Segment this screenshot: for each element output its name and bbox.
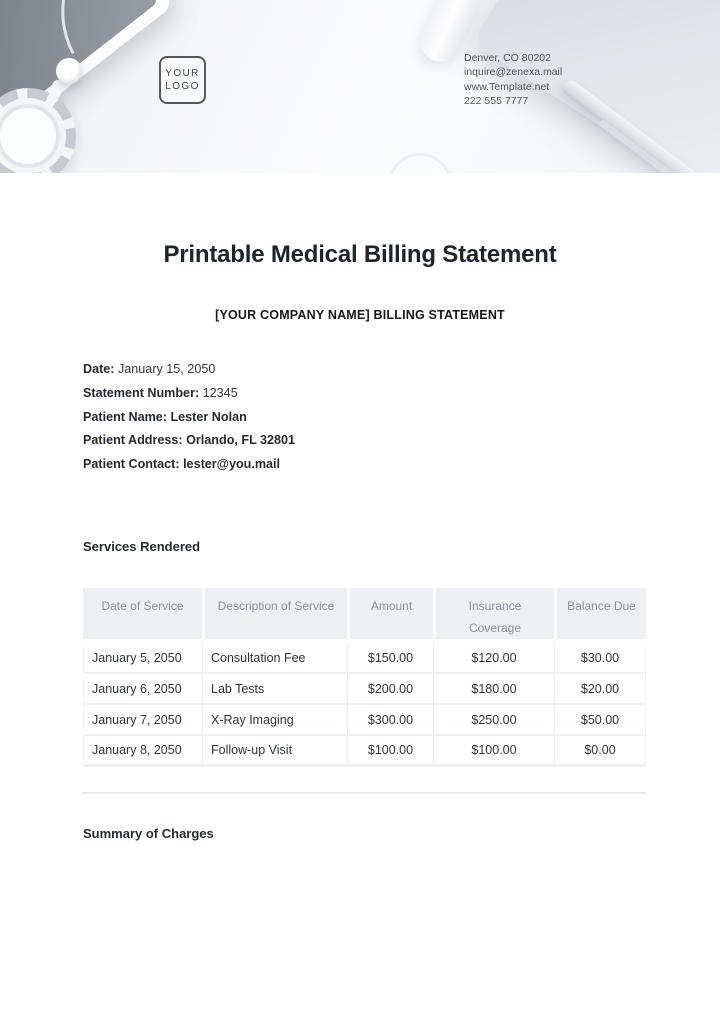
cell-insurance: $180.00 xyxy=(433,674,554,705)
cell-balance: $30.00 xyxy=(554,643,646,674)
cell-insurance: $250.00 xyxy=(433,705,554,736)
cell-description: Consultation Fee xyxy=(202,643,347,674)
patient-name-value: Lester Nolan xyxy=(170,409,247,424)
earbud-case-photo xyxy=(388,153,452,173)
patient-contact-label: Patient Contact: xyxy=(83,457,180,472)
patient-name-label: Patient Name: xyxy=(83,409,167,424)
company-email: inquire@zenexa.mail xyxy=(464,66,563,79)
patient-address-value: Orlando, FL 32801 xyxy=(186,433,296,448)
page-title: Printable Medical Billing Statement xyxy=(163,241,557,268)
company-website: www.Template.net xyxy=(464,80,550,93)
company-logo-placeholder xyxy=(159,56,206,104)
company-phone: 222 555 7777 xyxy=(464,95,529,108)
company-contact-block xyxy=(464,51,562,109)
statement-info-block xyxy=(83,358,295,477)
cell-description: Follow-up Visit xyxy=(202,736,347,767)
col-header-balance-due: Balance Due xyxy=(554,588,646,643)
patient-contact-value: lester@you.mail xyxy=(183,457,281,472)
statement-number-value: 12345 xyxy=(202,385,238,400)
cell-amount: $150.00 xyxy=(347,643,433,674)
cell-date: January 5, 2050 xyxy=(83,643,202,674)
date-label: Date: xyxy=(83,362,115,376)
cell-date: January 8, 2050 xyxy=(83,736,202,767)
table-row xyxy=(83,705,646,736)
cell-balance: $0.00 xyxy=(554,736,646,767)
page-subtitle: [YOUR COMPANY NAME] BILLING STATEMENT xyxy=(215,308,505,322)
statement-date-line xyxy=(83,358,295,382)
cell-amount: $300.00 xyxy=(347,705,433,736)
table-row xyxy=(83,643,646,674)
services-table-container xyxy=(83,588,646,767)
table-row xyxy=(83,674,646,705)
col-header-insurance-coverage: Insurance Coverage xyxy=(433,588,554,643)
statement-number-line xyxy=(83,382,295,406)
col-header-amount: Amount xyxy=(347,588,433,643)
cell-insurance: $120.00 xyxy=(433,643,554,674)
services-table-header-row xyxy=(83,588,646,643)
services-table xyxy=(83,588,646,767)
watch-photo xyxy=(0,88,76,173)
statement-number-label: Statement Number: xyxy=(83,385,200,400)
cell-description: Lab Tests xyxy=(202,674,347,705)
cell-balance: $20.00 xyxy=(554,674,646,705)
hero-photo-banner xyxy=(0,0,720,173)
services-rendered-heading: Services Rendered xyxy=(83,539,201,554)
cell-description: X-Ray Imaging xyxy=(202,705,347,736)
cell-date: January 7, 2050 xyxy=(83,705,202,736)
col-header-description: Description of Service xyxy=(202,588,347,643)
table-row xyxy=(83,736,646,767)
logo-line-1: YOUR xyxy=(165,67,200,79)
patient-address-label: Patient Address: xyxy=(83,433,183,448)
summary-of-charges-heading: Summary of Charges xyxy=(83,826,214,841)
cell-insurance: $100.00 xyxy=(433,736,554,767)
section-divider xyxy=(82,792,646,794)
patient-name-line xyxy=(83,406,295,430)
earbud-photo xyxy=(56,58,82,84)
col-header-date-of-service: Date of Service xyxy=(83,588,202,643)
company-address: Denver, CO 80202 xyxy=(464,52,551,64)
cell-amount: $200.00 xyxy=(347,674,433,705)
cell-balance: $50.00 xyxy=(554,705,646,736)
logo-line-2: LOGO xyxy=(165,80,200,92)
patient-contact-line xyxy=(83,453,295,477)
date-value: January 15, 2050 xyxy=(118,362,216,376)
cell-amount: $100.00 xyxy=(347,736,433,767)
cell-date: January 6, 2050 xyxy=(83,674,202,705)
watch-face-photo xyxy=(0,104,60,168)
patient-address-line xyxy=(83,429,295,453)
